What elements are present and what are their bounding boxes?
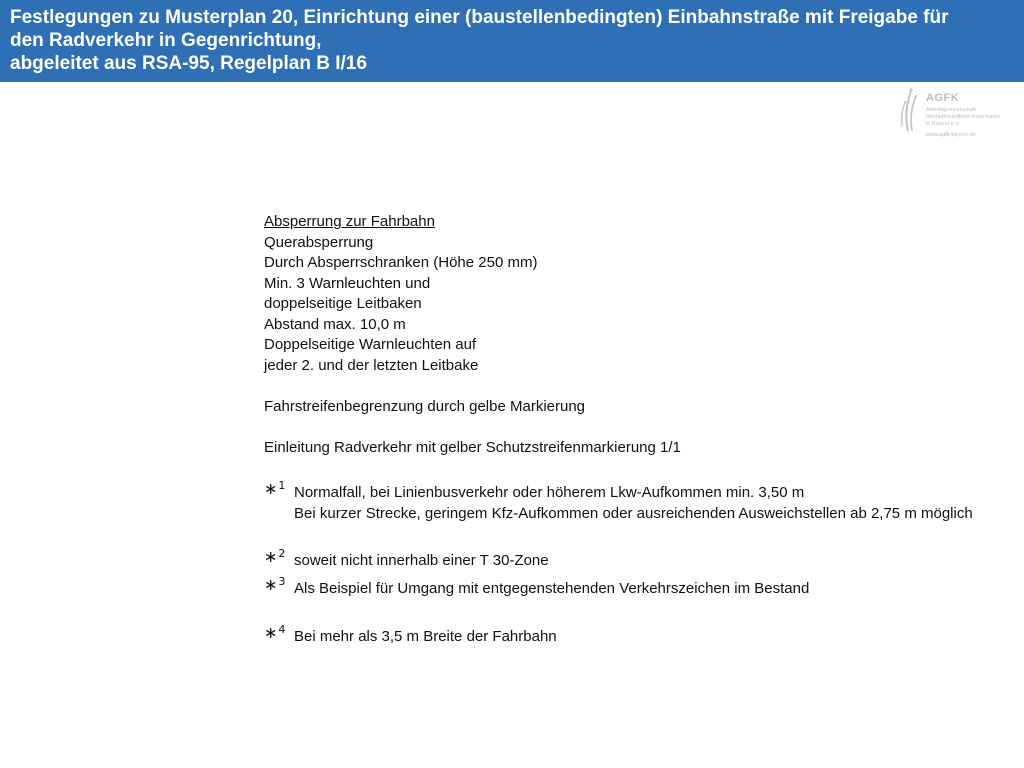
- footnote-number: 4: [278, 623, 286, 636]
- footnote-marker: [264, 544, 285, 568]
- lane-marking-text: Fahrstreifenbegrenzung durch gelbe Markierung: [264, 397, 586, 415]
- footnote-marker: [264, 476, 285, 500]
- footnote-marker: [264, 620, 285, 644]
- footnote-text: Als Beispiel für Umgang mit entgegenstehenden Verkehrszeichen im Bestand: [294, 579, 810, 597]
- barrier-line: Durch Absperrschranken (Höhe 250 mm): [264, 254, 538, 271]
- footnote-marker: [264, 572, 285, 596]
- agfk-logo-mark-icon: [898, 86, 926, 132]
- footnote-2: [264, 547, 1016, 572]
- spacer: [264, 572, 1016, 579]
- spacer: [264, 599, 1016, 627]
- page-title-line-3: abgeleitet aus RSA-95, Regelplan B I/16: [10, 53, 367, 74]
- cycle-intro-text: Einleitung Radverkehr mit gelber Schutzstreifenmarkierung 1/1: [264, 438, 681, 456]
- spacer: [264, 417, 1016, 438]
- page-title-line-1: Festlegungen zu Musterplan 20, Einrichtung einer (baustellenbedingten) Einbahnstraße mit Freigabe für: [10, 7, 949, 28]
- asterisk-icon: ∗: [264, 623, 278, 642]
- asterisk-icon: ∗: [264, 547, 278, 566]
- barrier-heading: Absperrung zur Fahrbahn: [264, 213, 435, 230]
- spacer: [264, 524, 1016, 551]
- specification-text: [264, 212, 1016, 648]
- agfk-logo-line-1: Arbeitsgemeinschaft: [926, 107, 976, 113]
- footnote-text: soweit nicht innerhalb einer T 30-Zone: [294, 552, 549, 569]
- spacer: [264, 458, 1016, 483]
- barrier-line: Min. 3 Warnleuchten und: [264, 274, 431, 292]
- title-bar: [0, 0, 1024, 82]
- barrier-line: Querabsperrung: [264, 233, 374, 251]
- footnote-number: 2: [278, 547, 286, 560]
- agfk-logo-name: AGFK: [926, 92, 960, 104]
- agfk-logo-line-2: fahrradfreundliche Kommunen: [926, 114, 1000, 120]
- agfk-logo: [898, 86, 1018, 144]
- footnote-number: 3: [278, 574, 286, 588]
- barrier-line: Abstand max. 10,0 m: [264, 315, 406, 333]
- footnote-text: Normalfall, bei Linienbusverkehr oder höherem Lkw-Aufkommen min. 3,50 m: [294, 484, 805, 501]
- agfk-logo-url: www.agfk-bayern.de: [926, 132, 976, 138]
- page-title-line-2: den Radverkehr in Gegenrichtung,: [10, 30, 322, 51]
- barrier-line: jeder 2. und der letzten Leitbake: [264, 356, 479, 374]
- asterisk-icon: ∗: [264, 574, 278, 594]
- footnote-3: [264, 574, 1016, 600]
- footnote-number: 1: [278, 479, 286, 492]
- barrier-line: doppelseitige Leitbaken: [264, 295, 422, 312]
- footnote-text: Bei kurzer Strecke, geringem Kfz-Aufkommen oder ausreichenden Ausweichstellen ab 2,75 m möglich: [294, 504, 973, 522]
- agfk-logo-line-3: in Bayern e.V.: [926, 121, 961, 127]
- footnote-4: [264, 623, 1016, 648]
- footnote-text: Bei mehr als 3,5 m Breite der Fahrbahn: [294, 628, 557, 645]
- asterisk-icon: ∗: [264, 479, 278, 498]
- spacer: [264, 376, 1016, 397]
- footnote-1: [264, 479, 1016, 524]
- barrier-line: Doppelseitige Warnleuchten auf: [264, 336, 477, 353]
